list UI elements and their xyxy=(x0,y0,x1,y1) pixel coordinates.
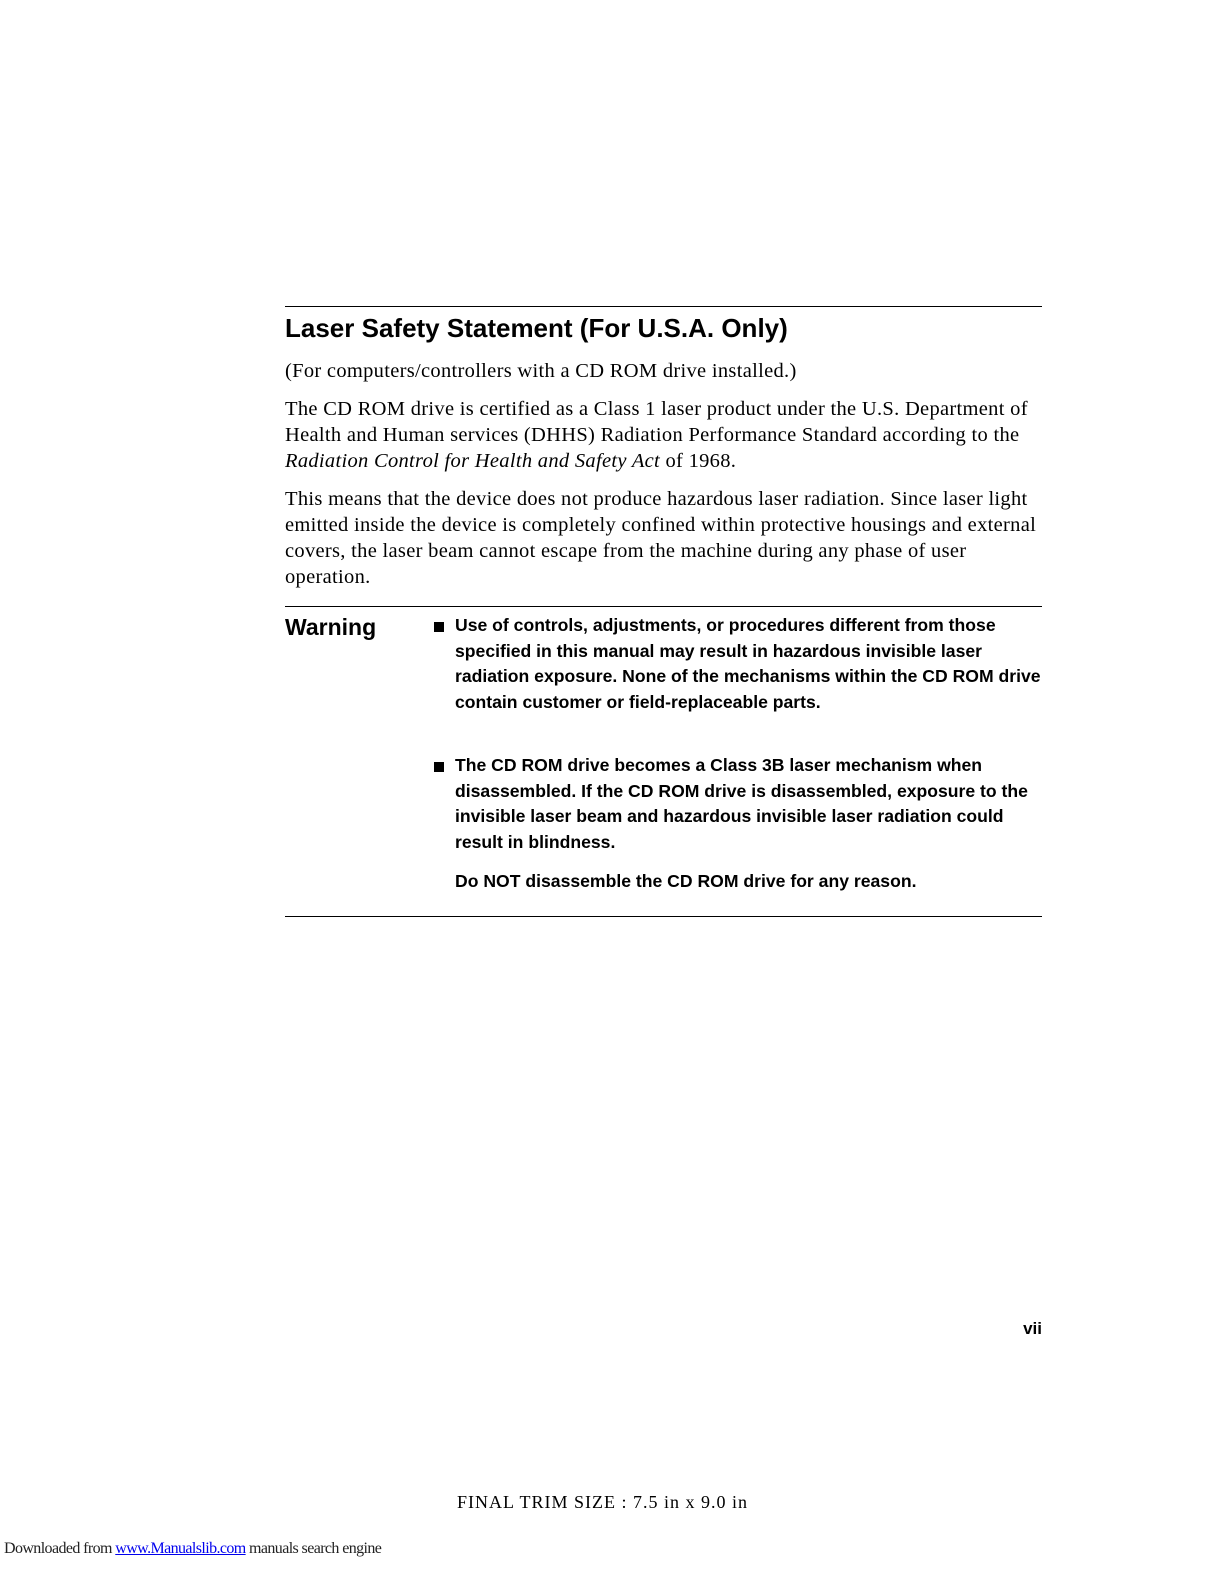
bullet-square-icon xyxy=(434,622,444,632)
bottom-divider xyxy=(285,916,1042,917)
warning-note: Do NOT disassemble the CD ROM drive for any reason. xyxy=(455,871,917,891)
page-number: vii xyxy=(1023,1319,1042,1338)
footer-prefix: Downloaded from xyxy=(4,1540,116,1557)
top-divider xyxy=(285,306,1042,307)
certification-text: The CD ROM drive is certified as a Class 1 laser product under the U.S. Department of Health and Human services (DHHS) Radiation Performance Standard according to the xyxy=(285,398,1028,446)
intro-paragraph: (For computers/controllers with a CD ROM drive installed.) xyxy=(285,360,797,382)
warning-item: Use of controls, adjustments, or procedures different from those specified in this manual may result in hazardous invisible laser radiation exposure. None of the mechanisms within the CD ROM drive contain customer or field-replaceable parts. xyxy=(455,615,1041,712)
section-heading: Laser Safety Statement (For U.S.A. Only) xyxy=(285,313,788,343)
certification-year: of 1968. xyxy=(660,450,737,472)
meaning-paragraph: This means that the device does not produce hazardous laser radiation. Since laser light emitted inside the device is completely confined within protective housings and external covers, the laser beam cannot escape from the machine during any phase of user operation. xyxy=(285,488,1037,588)
warning-divider xyxy=(285,606,1042,607)
manualslib-link[interactable]: www.Manualslib.com xyxy=(115,1540,246,1557)
act-title: Radiation Control for Health and Safety Act xyxy=(285,450,661,472)
bullet-square-icon xyxy=(434,762,444,772)
trim-size-note: FINAL TRIM SIZE : 7.5 in x 9.0 in xyxy=(456,1492,748,1512)
warning-label: Warning xyxy=(285,614,377,640)
download-footer xyxy=(4,1539,381,1559)
warning-item: The CD ROM drive becomes a Class 3B laser mechanism when disassembled. If the CD ROM drive is disassembled, exposure to the invisible laser beam and hazardous invisible laser radiation could result in blindness. xyxy=(455,755,1028,852)
footer-suffix: manuals search engine xyxy=(245,1540,382,1557)
certification-paragraph xyxy=(285,396,1045,474)
